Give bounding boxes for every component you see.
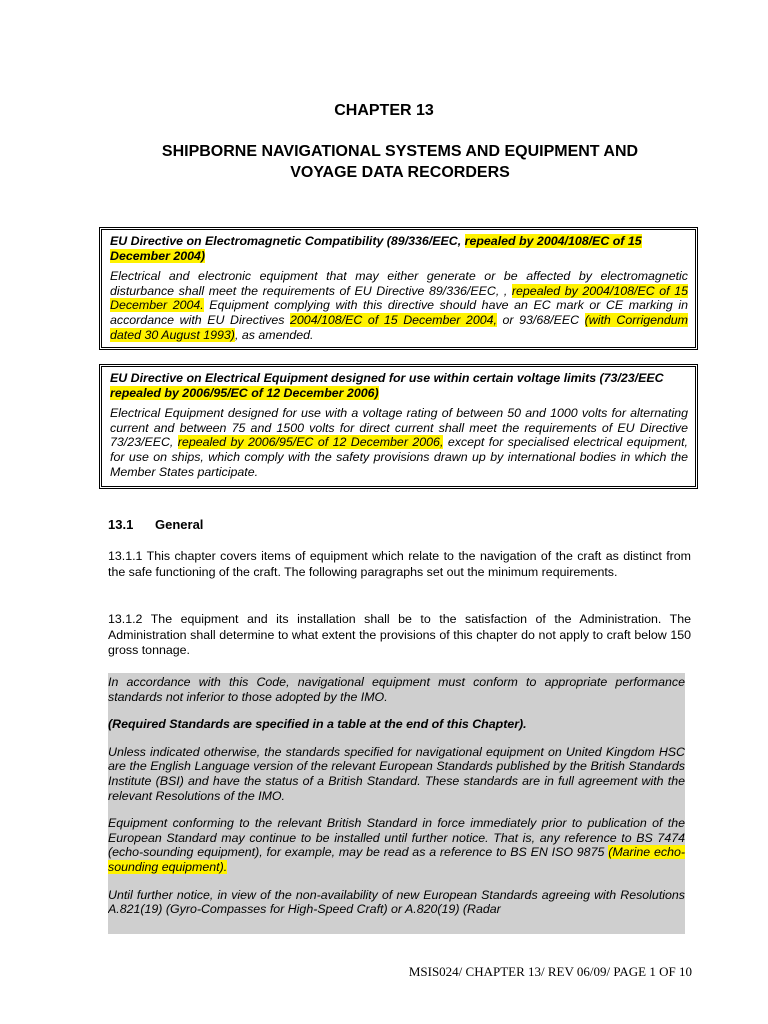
page-title bbox=[90, 141, 710, 183]
emc-body-text-3: or 93/68/EEC bbox=[496, 312, 585, 327]
section-heading bbox=[108, 517, 203, 532]
guidance-paragraph-4-highlight: (Marine echo-sounding equipment). bbox=[108, 845, 685, 874]
page-title-line-2: VOYAGE DATA RECORDERS bbox=[290, 164, 510, 181]
emc-directive-body bbox=[110, 269, 688, 342]
page-footer: MSIS024/ CHAPTER 13/ REV 06/09/ PAGE 1 OF 10 bbox=[408, 964, 692, 979]
emc-body-text-4: , as amended. bbox=[234, 327, 314, 342]
emc-title-text: EU Directive on Electromagnetic Compatibility (89/336/EEC, bbox=[110, 234, 465, 248]
emc-body-text-2: Equipment complying with this directive should have an EC mark or CE marking in accordance with EU Directives bbox=[110, 298, 688, 327]
guidance-paragraph-2: (Required Standards are specified in a table at the end of this Chapter). bbox=[108, 717, 527, 732]
emc-title-highlight: repealed by 2004/108/EC of 15 December 2004) bbox=[110, 234, 642, 263]
guidance-paragraph-3: Unless indicated otherwise, the standards specified for navigational equipment on United Kingdom HSC are the English Language version of the relevant European Standards published by the British Standards Institute (BSI) and have the status of a British Standard. These standards are in full agreement with the relevant Resolutions of the IMO. bbox=[108, 744, 685, 803]
guidance-shaded-block bbox=[108, 673, 685, 934]
lvd-title-highlight: repealed by 2006/95/EC of 12 December 2006) bbox=[110, 385, 379, 400]
emc-body-text-1: Electrical and electronic equipment that may either generate or be affected by electromagnetic disturbance shall meet the requirements of EU Directive 89/336/EEC, , bbox=[110, 269, 688, 298]
guidance-paragraph-5: Until further notice, in view of the non-availability of new European Standards agreeing with Resolutions A.821(19) (Gyro-Compasses for High-Speed Craft) or A.820(19) (Radar bbox=[108, 887, 685, 917]
section-title: General bbox=[155, 517, 204, 532]
section-number: 13.1 bbox=[108, 517, 134, 532]
lvd-directive-body bbox=[110, 406, 688, 479]
paragraph-13-1-2: 13.1.2 The equipment and its installation shall be to the satisfaction of the Administration. The Administration shall determine to what extent the provisions of this chapter do not apply to craft below 150 gross tonnage. bbox=[108, 612, 691, 658]
lvd-body-text-2: except for specialised electrical equipment, for use on ships, which comply with the safety provisions drawn up by international bodies in which the Member States participate. bbox=[110, 435, 688, 479]
emc-body-highlight-1: repealed by 2004/108/EC of 15 December 2004. bbox=[110, 283, 688, 313]
page-title-line-1: SHIPBORNE NAVIGATIONAL SYSTEMS AND EQUIPMENT AND bbox=[161, 143, 639, 160]
guidance-paragraph-4-text: Equipment conforming to the relevant British Standard in force immediately prior to publication of the European Standard may continue to be installed until further notice. That is, any reference to BS 7474 (echo-sounding equipment), for example, may be read as a reference to BS EN ISO 9875 bbox=[108, 816, 685, 860]
guidance-paragraph-1: In accordance with this Code, navigational equipment must conform to appropriate performance standards not inferior to those adopted by the IMO. bbox=[108, 675, 685, 704]
paragraph-13-1-1: 13.1.1 This chapter covers items of equipment which relate to the navigation of the craft as distinct from the safe functioning of the craft. The following paragraphs set out the minimum requirements. bbox=[108, 549, 691, 579]
emc-directive-box bbox=[99, 227, 698, 350]
lvd-body-highlight: repealed by 2006/95/EC of 12 December 2006, bbox=[177, 435, 444, 450]
lvd-body-text-1: Electrical Equipment designed for use with a voltage rating of between 50 and 1000 volts for alternating current and between 75 and 1500 volts for direct current shall meet the requirements of EU Directive 73/23/EEC, bbox=[110, 406, 688, 450]
low-voltage-directive-box bbox=[99, 364, 698, 489]
emc-directive-title bbox=[110, 234, 688, 263]
guidance-paragraph-4 bbox=[108, 816, 685, 874]
emc-body-highlight-3: (with Corrigendum dated 30 August 1993) bbox=[110, 312, 689, 342]
lvd-title-text: EU Directive on Electrical Equipment designed for use within certain voltage limits (73/23/EEC bbox=[110, 371, 664, 385]
chapter-heading: CHAPTER 13 bbox=[334, 102, 434, 119]
emc-body-highlight-2: 2004/108/EC of 15 December 2004, bbox=[290, 312, 497, 327]
lvd-directive-title bbox=[110, 371, 688, 400]
